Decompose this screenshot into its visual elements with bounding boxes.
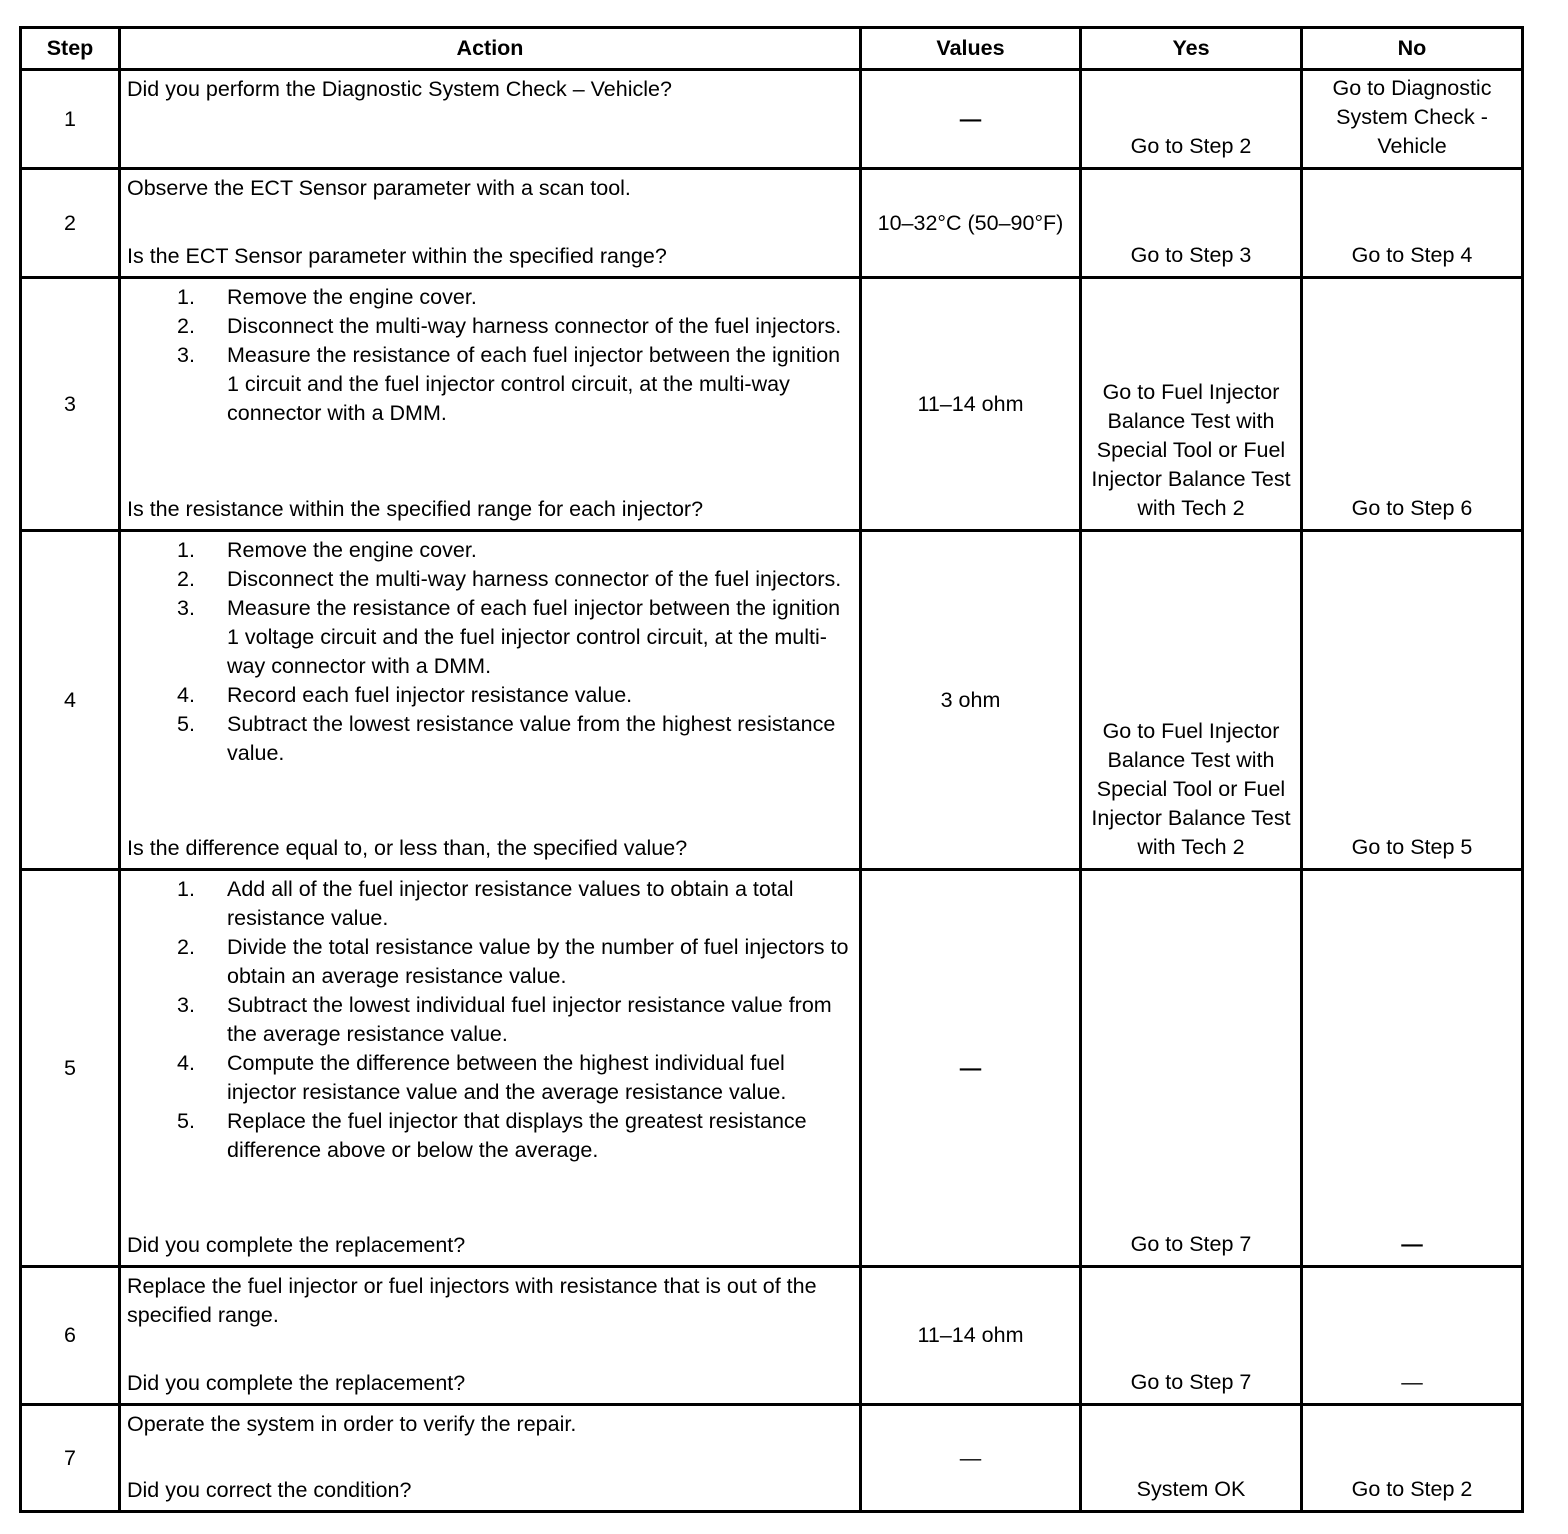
- step-number: 7: [21, 1405, 120, 1512]
- no-cell: —: [1302, 1267, 1523, 1405]
- list-item-number: 1.: [177, 538, 195, 562]
- list-item: [127, 283, 853, 312]
- list-item-number: 4.: [177, 683, 195, 707]
- no-cell: Go to Step 5: [1302, 531, 1523, 870]
- yes-cell: Go to Step 7: [1081, 1267, 1302, 1405]
- list-item-number: 2.: [177, 935, 195, 959]
- values-cell: 11–14 ohm: [861, 1267, 1081, 1405]
- list-item-number: 1.: [177, 285, 195, 309]
- action-question: Is the resistance within the specified range for each injector?: [127, 497, 704, 521]
- list-item-number: 2.: [177, 567, 195, 591]
- list-item-number: 5.: [177, 1109, 195, 1133]
- list-item-text: Subtract the lowest resistance value from the highest resistance value.: [227, 712, 836, 765]
- action-cell: [120, 870, 861, 1267]
- action-list: [127, 536, 853, 768]
- no-cell: Go to Diagnostic System Check - Vehicle: [1302, 70, 1523, 169]
- list-item-text: Remove the engine cover.: [227, 285, 477, 309]
- list-item: [127, 710, 853, 768]
- step-number: 6: [21, 1267, 120, 1405]
- diagnostic-table: [19, 26, 1524, 1513]
- step-number: 1: [21, 70, 120, 169]
- list-item: [127, 933, 853, 991]
- yes-cell: System OK: [1081, 1405, 1302, 1512]
- action-cell: [120, 1405, 861, 1512]
- step-number: 2: [21, 169, 120, 278]
- step-number: 4: [21, 531, 120, 870]
- table-row: [21, 870, 1523, 1267]
- action-cell: [120, 278, 861, 531]
- no-cell: —: [1302, 870, 1523, 1267]
- table-row: [21, 278, 1523, 531]
- header-yes: Yes: [1081, 28, 1302, 70]
- action-cell: [120, 169, 861, 278]
- list-item: [127, 1107, 853, 1165]
- list-item-number: 3.: [177, 343, 195, 367]
- list-item: [127, 1049, 853, 1107]
- list-item-number: 4.: [177, 1051, 195, 1075]
- list-item: [127, 341, 853, 428]
- list-item-text: Disconnect the multi-way harness connector of the fuel injectors.: [227, 314, 842, 338]
- no-cell: Go to Step 6: [1302, 278, 1523, 531]
- list-item-text: Measure the resistance of each fuel injector between the ignition 1 circuit and the fuel injector control circuit, at the multi-way connector with a DMM.: [227, 343, 841, 425]
- action-intro: Did you perform the Diagnostic System Check – Vehicle?: [127, 77, 672, 101]
- action-question: Did you complete the replacement?: [127, 1233, 466, 1257]
- header-step: Step: [21, 28, 120, 70]
- list-item: [127, 536, 853, 565]
- header-action: Action: [120, 28, 861, 70]
- table-row: [21, 531, 1523, 870]
- no-cell: Go to Step 2: [1302, 1405, 1523, 1512]
- header-values: Values: [861, 28, 1081, 70]
- table-row: [21, 169, 1523, 278]
- action-intro: Operate the system in order to verify the repair.: [127, 1412, 577, 1436]
- step-number: 5: [21, 870, 120, 1267]
- list-item: [127, 991, 853, 1049]
- values-cell: —: [861, 1405, 1081, 1512]
- list-item: [127, 594, 853, 681]
- list-item: [127, 875, 853, 933]
- action-cell: [120, 1267, 861, 1405]
- yes-cell: Go to Fuel Injector Balance Test with Special Tool or Fuel Injector Balance Test with Tech 2: [1081, 531, 1302, 870]
- header-no: No: [1302, 28, 1523, 70]
- list-item-text: Subtract the lowest individual fuel injector resistance value from the average resistance value.: [227, 993, 832, 1046]
- action-list: [127, 283, 853, 428]
- list-item-number: 5.: [177, 712, 195, 736]
- list-item-number: 3.: [177, 993, 195, 1017]
- values-cell: 10–32°C (50–90°F): [861, 169, 1081, 278]
- yes-cell: Go to Step 3: [1081, 169, 1302, 278]
- list-item-text: Replace the fuel injector that displays the greatest resistance difference above or below the average.: [227, 1109, 807, 1162]
- step-number: 3: [21, 278, 120, 531]
- list-item-text: Compute the difference between the highest individual fuel injector resistance value and the average resistance value.: [227, 1051, 787, 1104]
- list-item-text: Disconnect the multi-way harness connector of the fuel injectors.: [227, 567, 842, 591]
- list-item: [127, 681, 853, 710]
- list-item-number: 2.: [177, 314, 195, 338]
- table-row: [21, 1267, 1523, 1405]
- action-intro: Observe the ECT Sensor parameter with a scan tool.: [127, 176, 631, 200]
- values-cell: —: [861, 70, 1081, 169]
- list-item: [127, 312, 853, 341]
- diagnostic-table-document: [19, 26, 1521, 1510]
- list-item-text: Measure the resistance of each fuel injector between the ignition 1 voltage circuit and the fuel injector control circuit, at the multi-way connector with a DMM.: [227, 596, 841, 678]
- action-list: [127, 875, 853, 1165]
- action-question: Is the ECT Sensor parameter within the specified range?: [127, 244, 667, 268]
- yes-cell: Go to Fuel Injector Balance Test with Special Tool or Fuel Injector Balance Test with Tech 2: [1081, 278, 1302, 531]
- list-item-text: Remove the engine cover.: [227, 538, 477, 562]
- list-item-number: 3.: [177, 596, 195, 620]
- values-cell: 11–14 ohm: [861, 278, 1081, 531]
- table-row: [21, 70, 1523, 169]
- yes-cell: Go to Step 7: [1081, 870, 1302, 1267]
- list-item-number: 1.: [177, 877, 195, 901]
- action-question: Did you complete the replacement?: [127, 1371, 466, 1395]
- action-question: Is the difference equal to, or less than, the specified value?: [127, 836, 688, 860]
- list-item-text: Add all of the fuel injector resistance values to obtain a total resistance value.: [227, 877, 794, 930]
- values-cell: —: [861, 870, 1081, 1267]
- header-row: [21, 28, 1523, 70]
- values-cell: 3 ohm: [861, 531, 1081, 870]
- action-cell: [120, 70, 861, 169]
- table-row: [21, 1405, 1523, 1512]
- list-item: [127, 565, 853, 594]
- action-intro: Replace the fuel injector or fuel injectors with resistance that is out of the specified range.: [127, 1274, 817, 1327]
- list-item-text: Divide the total resistance value by the number of fuel injectors to obtain an average resistance value.: [227, 935, 849, 988]
- no-cell: Go to Step 4: [1302, 169, 1523, 278]
- action-cell: [120, 531, 861, 870]
- action-question: Did you correct the condition?: [127, 1478, 412, 1502]
- list-item-text: Record each fuel injector resistance value.: [227, 683, 633, 707]
- yes-cell: Go to Step 2: [1081, 70, 1302, 169]
